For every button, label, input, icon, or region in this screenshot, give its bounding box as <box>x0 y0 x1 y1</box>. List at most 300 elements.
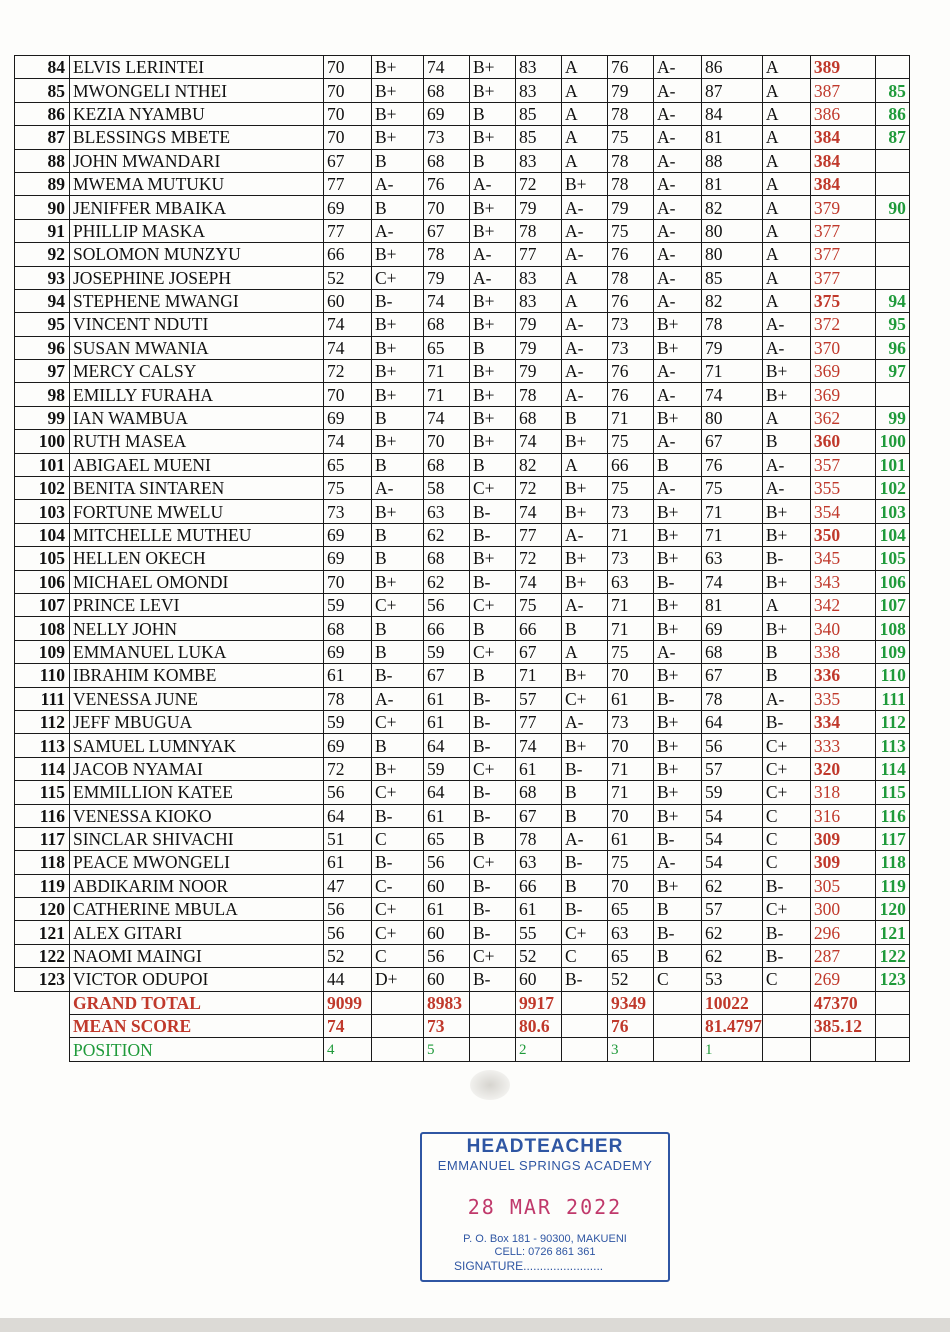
position-rank <box>875 219 909 242</box>
subject-grade: A- <box>654 56 702 79</box>
student-name: STEPHENE MWANGI <box>70 289 324 312</box>
subject-grade: A <box>762 243 810 266</box>
subject-grade: A <box>562 79 608 102</box>
subject-grade: A <box>762 196 810 219</box>
subject-mark: 78 <box>608 266 654 289</box>
subject-mark: 69 <box>424 102 470 125</box>
subject-grade: A- <box>562 219 608 242</box>
student-name: JEFF MBUGUA <box>70 710 324 733</box>
subject-mark: 65 <box>608 944 654 967</box>
subject-mark: 57 <box>516 687 562 710</box>
subject-grade: C+ <box>762 898 810 921</box>
total-marks: 334 <box>810 710 875 733</box>
total-marks: 342 <box>810 593 875 616</box>
table-row <box>15 851 910 874</box>
subject-mark: 59 <box>424 640 470 663</box>
subject-grade: A- <box>654 149 702 172</box>
empty-cell <box>562 1015 608 1038</box>
subject-mark: 61 <box>424 687 470 710</box>
subject-mark: 79 <box>608 79 654 102</box>
subject-grade: B+ <box>654 804 702 827</box>
subject-grade: B <box>762 640 810 663</box>
position-rank <box>875 383 909 406</box>
total-marks: 384 <box>810 126 875 149</box>
subject-mark: 74 <box>424 56 470 79</box>
subject-grade: B- <box>470 523 516 546</box>
subject-mark: 82 <box>702 196 763 219</box>
position-rank <box>875 243 909 266</box>
subject-mark: 68 <box>424 149 470 172</box>
page-edge <box>0 1318 950 1332</box>
subject-grade: B+ <box>654 734 702 757</box>
subject-mark: 71 <box>608 523 654 546</box>
position-rank <box>875 266 909 289</box>
subject-grade: B- <box>762 921 810 944</box>
subject-mark: 67 <box>516 640 562 663</box>
table-row <box>15 664 910 687</box>
subject-mark: 56 <box>424 944 470 967</box>
total-marks: 345 <box>810 547 875 570</box>
subject-mark: 76 <box>608 360 654 383</box>
subject-mark: 78 <box>516 219 562 242</box>
subject-grade: B <box>372 523 424 546</box>
subject-grade: C+ <box>372 921 424 944</box>
empty-cell <box>470 1015 516 1038</box>
subject-grade: B+ <box>470 313 516 336</box>
subject-grade: C+ <box>562 921 608 944</box>
student-name: SOLOMON MUNZYU <box>70 243 324 266</box>
empty-cell <box>654 991 702 1014</box>
subject-grade: B <box>654 944 702 967</box>
subject-mark: 71 <box>702 360 763 383</box>
subject-mark: 63 <box>424 500 470 523</box>
student-name: RUTH MASEA <box>70 430 324 453</box>
subject-mark: 68 <box>424 547 470 570</box>
subject-grade: A <box>762 289 810 312</box>
subject-grade: B <box>372 547 424 570</box>
subject-mark: 62 <box>424 523 470 546</box>
table-row <box>15 360 910 383</box>
subject-mark: 69 <box>324 196 372 219</box>
subject-mark: 80 <box>702 243 763 266</box>
subject-mark: 73 <box>324 500 372 523</box>
subject-mark: 71 <box>702 523 763 546</box>
subject-mark: 66 <box>516 617 562 640</box>
student-number: 92 <box>15 243 70 266</box>
total-marks: 354 <box>810 500 875 523</box>
summary-value: 4 <box>324 1038 372 1061</box>
subject-mark: 58 <box>424 477 470 500</box>
total-marks: 375 <box>810 289 875 312</box>
subject-mark: 51 <box>324 827 372 850</box>
table-row <box>15 266 910 289</box>
student-number: 121 <box>15 921 70 944</box>
subject-mark: 73 <box>608 500 654 523</box>
subject-mark: 75 <box>608 126 654 149</box>
empty-cell <box>372 991 424 1014</box>
subject-grade: B- <box>654 921 702 944</box>
position-rank: 117 <box>875 827 909 850</box>
table-row <box>15 406 910 429</box>
subject-grade: B- <box>654 570 702 593</box>
subject-grade: B+ <box>372 500 424 523</box>
subject-mark: 71 <box>608 757 654 780</box>
subject-grade: B+ <box>562 664 608 687</box>
subject-mark: 76 <box>702 453 763 476</box>
subject-grade: B- <box>762 710 810 733</box>
student-number: 119 <box>15 874 70 897</box>
table-row <box>15 968 910 991</box>
subject-grade: B <box>372 406 424 429</box>
subject-grade: B+ <box>470 196 516 219</box>
subject-mark: 73 <box>608 547 654 570</box>
student-number: 117 <box>15 827 70 850</box>
student-number: 105 <box>15 547 70 570</box>
subject-mark: 67 <box>324 149 372 172</box>
position-rank: 105 <box>875 547 909 570</box>
subject-grade: C <box>562 944 608 967</box>
subject-mark: 78 <box>516 383 562 406</box>
subject-mark: 47 <box>324 874 372 897</box>
total-marks: 335 <box>810 687 875 710</box>
subject-grade: B+ <box>562 570 608 593</box>
position-rank: 100 <box>875 430 909 453</box>
subject-grade: B+ <box>372 430 424 453</box>
table-row <box>15 453 910 476</box>
subject-grade: B <box>762 430 810 453</box>
subject-mark: 69 <box>702 617 763 640</box>
subject-mark: 61 <box>424 898 470 921</box>
subject-mark: 59 <box>324 710 372 733</box>
total-marks: 377 <box>810 266 875 289</box>
summary-value: 9917 <box>516 991 562 1014</box>
subject-grade: A <box>762 126 810 149</box>
subject-grade: B+ <box>562 547 608 570</box>
student-number: 99 <box>15 406 70 429</box>
subject-grade: A- <box>654 79 702 102</box>
table-row <box>15 547 910 570</box>
student-name: BENITA SINTAREN <box>70 477 324 500</box>
position-rank: 103 <box>875 500 909 523</box>
subject-mark: 72 <box>324 757 372 780</box>
subject-mark: 66 <box>516 874 562 897</box>
subject-grade: C+ <box>470 757 516 780</box>
position-rank: 122 <box>875 944 909 967</box>
subject-mark: 70 <box>424 196 470 219</box>
subject-mark: 75 <box>516 593 562 616</box>
subject-mark: 71 <box>702 500 763 523</box>
student-name: JOHN MWANDARI <box>70 149 324 172</box>
subject-grade: C+ <box>372 710 424 733</box>
student-number: 100 <box>15 430 70 453</box>
stamp-cell: CELL: 0726 861 361 <box>494 1246 596 1258</box>
subject-mark: 83 <box>516 289 562 312</box>
subject-grade: B <box>762 664 810 687</box>
subject-grade: B+ <box>372 126 424 149</box>
subject-mark: 72 <box>516 547 562 570</box>
student-number: 101 <box>15 453 70 476</box>
subject-grade: A <box>762 149 810 172</box>
subject-grade: B+ <box>762 617 810 640</box>
student-name: FORTUNE MWELU <box>70 500 324 523</box>
subject-grade: B+ <box>372 336 424 359</box>
subject-mark: 83 <box>516 56 562 79</box>
empty-cell <box>654 1038 702 1061</box>
table-row <box>15 734 910 757</box>
subject-mark: 70 <box>324 102 372 125</box>
subject-mark: 66 <box>608 453 654 476</box>
subject-grade: B+ <box>762 523 810 546</box>
subject-grade: A- <box>470 243 516 266</box>
student-name: EMMILLION KATEE <box>70 781 324 804</box>
subject-grade: C+ <box>372 593 424 616</box>
subject-grade: A <box>762 79 810 102</box>
subject-mark: 71 <box>608 593 654 616</box>
stamp-title: HEADTEACHER <box>466 1136 624 1157</box>
position-rank: 108 <box>875 617 909 640</box>
student-number: 112 <box>15 710 70 733</box>
subject-grade: A <box>562 266 608 289</box>
total-marks: 369 <box>810 360 875 383</box>
subject-mark: 52 <box>324 266 372 289</box>
student-number: 106 <box>15 570 70 593</box>
subject-mark: 76 <box>608 56 654 79</box>
position-rank: 114 <box>875 757 909 780</box>
total-marks: 269 <box>810 968 875 991</box>
subject-grade: B+ <box>372 360 424 383</box>
subject-grade: B+ <box>762 360 810 383</box>
student-number: 88 <box>15 149 70 172</box>
student-name: JOSEPHINE JOSEPH <box>70 266 324 289</box>
subject-mark: 56 <box>324 898 372 921</box>
subject-grade: C+ <box>372 781 424 804</box>
subject-mark: 44 <box>324 968 372 991</box>
table-row <box>15 710 910 733</box>
subject-mark: 78 <box>608 172 654 195</box>
table-row <box>15 781 910 804</box>
subject-grade: B <box>470 664 516 687</box>
summary-label: GRAND TOTAL <box>70 991 324 1014</box>
subject-mark: 74 <box>516 570 562 593</box>
subject-grade: B+ <box>470 383 516 406</box>
table-row <box>15 617 910 640</box>
subject-grade: B- <box>470 500 516 523</box>
blank-cell <box>15 991 70 1014</box>
subject-grade: B+ <box>470 406 516 429</box>
subject-mark: 69 <box>324 523 372 546</box>
table-row <box>15 944 910 967</box>
subject-mark: 81 <box>702 126 763 149</box>
position-rank: 116 <box>875 804 909 827</box>
subject-mark: 71 <box>516 664 562 687</box>
subject-grade: A <box>762 266 810 289</box>
subject-mark: 74 <box>516 500 562 523</box>
subject-grade: A- <box>654 266 702 289</box>
table-row <box>15 79 910 102</box>
total-marks: 377 <box>810 219 875 242</box>
summary-value: 80.6 <box>516 1015 562 1038</box>
subject-mark: 65 <box>324 453 372 476</box>
subject-grade: A- <box>562 313 608 336</box>
student-number: 109 <box>15 640 70 663</box>
position-rank: 102 <box>875 477 909 500</box>
position-rank: 113 <box>875 734 909 757</box>
subject-grade: B+ <box>372 243 424 266</box>
subject-mark: 75 <box>608 640 654 663</box>
subject-grade: B+ <box>562 172 608 195</box>
subject-grade: A <box>562 289 608 312</box>
subject-grade: B- <box>470 874 516 897</box>
student-number: 113 <box>15 734 70 757</box>
subject-mark: 78 <box>702 687 763 710</box>
table-row <box>15 56 910 79</box>
position-rank: 119 <box>875 874 909 897</box>
subject-grade: B <box>372 734 424 757</box>
subject-mark: 56 <box>324 781 372 804</box>
student-name: NELLY JOHN <box>70 617 324 640</box>
subject-mark: 83 <box>516 79 562 102</box>
total-marks: 300 <box>810 898 875 921</box>
table-row <box>15 430 910 453</box>
subject-mark: 88 <box>702 149 763 172</box>
subject-grade: B+ <box>654 336 702 359</box>
empty-cell <box>875 1038 909 1061</box>
subject-grade: A- <box>372 687 424 710</box>
total-marks: 362 <box>810 406 875 429</box>
subject-grade: B+ <box>470 289 516 312</box>
subject-mark: 87 <box>702 79 763 102</box>
subject-grade: B+ <box>372 313 424 336</box>
position-rank: 90 <box>875 196 909 219</box>
stamp-address: P. O. Box 181 - 90300, MAKUENI <box>463 1233 627 1245</box>
subject-grade: B <box>562 804 608 827</box>
student-name: VENESSA JUNE <box>70 687 324 710</box>
subject-mark: 85 <box>516 102 562 125</box>
position-rank <box>875 149 909 172</box>
student-number: 87 <box>15 126 70 149</box>
total-marks: 309 <box>810 851 875 874</box>
subject-grade: B- <box>372 664 424 687</box>
student-name: HELLEN OKECH <box>70 547 324 570</box>
subject-grade: B+ <box>654 500 702 523</box>
total-marks: 338 <box>810 640 875 663</box>
empty-cell <box>810 1038 875 1061</box>
subject-grade: C <box>372 827 424 850</box>
total-marks: 369 <box>810 383 875 406</box>
table-row <box>15 477 910 500</box>
subject-grade: A <box>562 102 608 125</box>
subject-grade: B- <box>470 898 516 921</box>
subject-grade: B- <box>562 851 608 874</box>
empty-cell <box>875 1015 909 1038</box>
subject-mark: 71 <box>424 383 470 406</box>
student-number: 94 <box>15 289 70 312</box>
subject-grade: A- <box>562 593 608 616</box>
total-marks: 287 <box>810 944 875 967</box>
subject-mark: 56 <box>424 593 470 616</box>
student-name: ABDIKARIM NOOR <box>70 874 324 897</box>
subject-mark: 53 <box>702 968 763 991</box>
subject-mark: 62 <box>424 570 470 593</box>
subject-mark: 68 <box>424 313 470 336</box>
subject-grade: B+ <box>654 781 702 804</box>
subject-mark: 54 <box>702 804 763 827</box>
subject-mark: 76 <box>424 172 470 195</box>
subject-mark: 70 <box>324 56 372 79</box>
table-row <box>15 570 910 593</box>
student-name: MITCHELLE MUTHEU <box>70 523 324 546</box>
student-name: SINCLAR SHIVACHI <box>70 827 324 850</box>
subject-mark: 63 <box>608 921 654 944</box>
summary-value: 2 <box>516 1038 562 1061</box>
subject-mark: 61 <box>324 664 372 687</box>
subject-grade: A- <box>654 102 702 125</box>
subject-grade: A- <box>372 477 424 500</box>
empty-cell <box>654 1015 702 1038</box>
empty-cell <box>762 991 810 1014</box>
subject-grade: B+ <box>470 79 516 102</box>
subject-grade: C <box>762 851 810 874</box>
student-name: EMILLY FURAHA <box>70 383 324 406</box>
student-name: SAMUEL LUMNYAK <box>70 734 324 757</box>
student-number: 85 <box>15 79 70 102</box>
empty-cell <box>372 1038 424 1061</box>
subject-mark: 64 <box>702 710 763 733</box>
subject-mark: 84 <box>702 102 763 125</box>
student-name: IBRAHIM KOMBE <box>70 664 324 687</box>
subject-grade: B+ <box>654 664 702 687</box>
summary-row-mean-score <box>15 1015 910 1038</box>
subject-mark: 69 <box>324 734 372 757</box>
student-number: 115 <box>15 781 70 804</box>
subject-mark: 77 <box>516 710 562 733</box>
summary-row-grand-total <box>15 991 910 1014</box>
subject-grade: B- <box>470 968 516 991</box>
subject-grade: A- <box>762 336 810 359</box>
subject-mark: 67 <box>702 664 763 687</box>
subject-grade: A- <box>654 289 702 312</box>
subject-mark: 65 <box>608 898 654 921</box>
total-marks: 350 <box>810 523 875 546</box>
table-row <box>15 243 910 266</box>
subject-grade: B- <box>470 781 516 804</box>
subject-grade: C- <box>372 874 424 897</box>
subject-grade: B+ <box>372 79 424 102</box>
subject-grade: B <box>372 617 424 640</box>
total-marks: 355 <box>810 477 875 500</box>
subject-mark: 74 <box>516 734 562 757</box>
subject-grade: B+ <box>372 56 424 79</box>
subject-mark: 61 <box>424 804 470 827</box>
subject-mark: 52 <box>324 944 372 967</box>
subject-mark: 77 <box>516 523 562 546</box>
subject-grade: B- <box>562 898 608 921</box>
subject-mark: 52 <box>608 968 654 991</box>
subject-mark: 78 <box>324 687 372 710</box>
subject-grade: B+ <box>372 757 424 780</box>
subject-mark: 70 <box>324 126 372 149</box>
subject-mark: 76 <box>608 243 654 266</box>
subject-grade: B- <box>372 851 424 874</box>
subject-grade: A- <box>470 266 516 289</box>
subject-mark: 74 <box>324 336 372 359</box>
subject-grade: B+ <box>654 593 702 616</box>
subject-mark: 57 <box>702 898 763 921</box>
position-rank <box>875 172 909 195</box>
subject-grade: C+ <box>372 898 424 921</box>
subject-grade: B- <box>562 757 608 780</box>
position-rank: 96 <box>875 336 909 359</box>
